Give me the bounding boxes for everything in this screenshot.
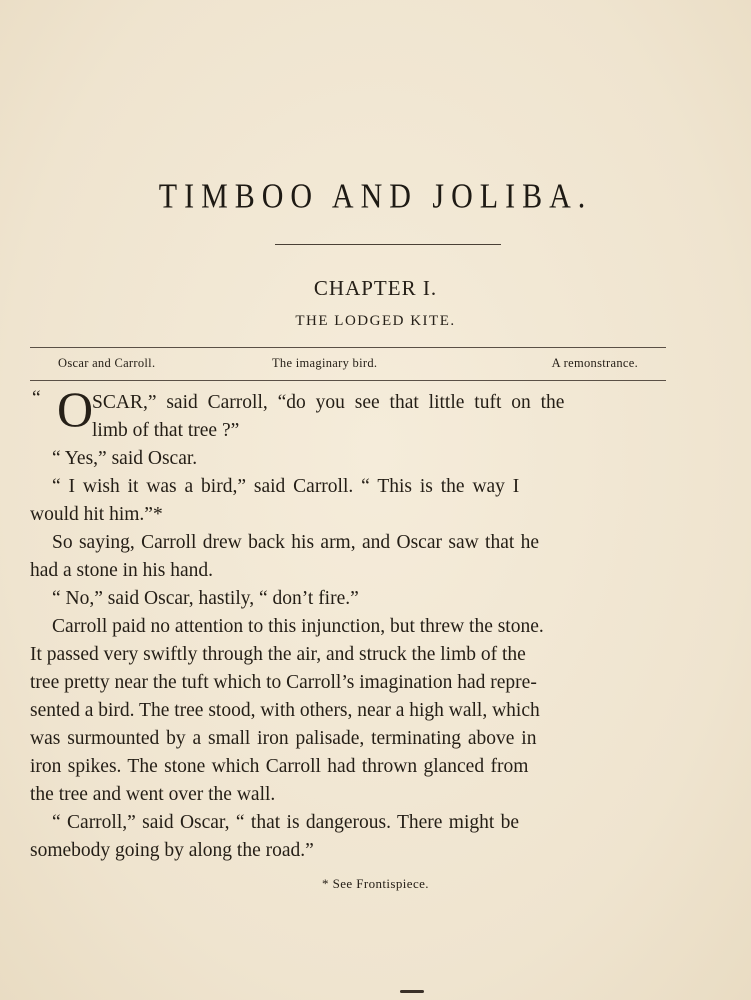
contents-topic: The imaginary bird. xyxy=(272,356,378,370)
book-title: TIMBOO AND JOLIBA. xyxy=(158,177,593,216)
contents-bottom-rule xyxy=(30,380,666,381)
text-line: Carroll paid no attention to this injunction, but threw the stone. xyxy=(52,616,544,637)
text-line: It passed very swiftly through the air, and struck the limb of the xyxy=(30,644,526,665)
text-line: sented a bird. The tree stood, with others, near a high wall, which xyxy=(30,700,540,721)
text-line: “ Yes,” said Oscar. xyxy=(52,448,198,469)
text-line: had a stone in his hand. xyxy=(30,560,214,581)
opening-quote: “ xyxy=(32,388,41,409)
text-line: tree pretty near the tuft which to Carroll’s imagination had repre- xyxy=(30,672,537,693)
text-line: the tree and went over the wall. xyxy=(30,784,276,805)
contents-topic: Oscar and Carroll. xyxy=(58,356,156,370)
chapter-title: THE LODGED KITE. xyxy=(295,313,456,329)
contents-topic: A remonstrance. xyxy=(551,356,638,370)
text-line: limb of that tree ?” xyxy=(92,420,240,441)
page-mark xyxy=(400,990,424,993)
footnote: * See Frontispiece. xyxy=(322,876,429,891)
text-line: somebody going by along the road.” xyxy=(30,840,314,861)
text-line: “ Carroll,” said Oscar, “ that is dangerous. There might be xyxy=(52,812,520,833)
text-line: “ I wish it was a bird,” said Carroll. “ This is the way I xyxy=(52,476,520,497)
text-line: would hit him.”* xyxy=(30,504,163,525)
text-line: So saying, Carroll drew back his arm, and Oscar saw that he xyxy=(52,532,540,553)
drop-cap: O xyxy=(57,381,94,437)
chapter-contents xyxy=(30,356,666,374)
contents-top-rule xyxy=(30,347,666,348)
text-line: “ No,” said Oscar, hastily, “ don’t fire.” xyxy=(52,588,359,609)
text-line: iron spikes. The stone which Carroll had thrown glanced from xyxy=(30,756,529,777)
title-divider xyxy=(275,244,501,245)
text-line: was surmounted by a small iron palisade, terminating above in xyxy=(30,728,537,749)
chapter-number: CHAPTER I. xyxy=(313,276,438,300)
text-line: SCAR,” said Carroll, “do you see that little tuft on the xyxy=(92,392,565,413)
